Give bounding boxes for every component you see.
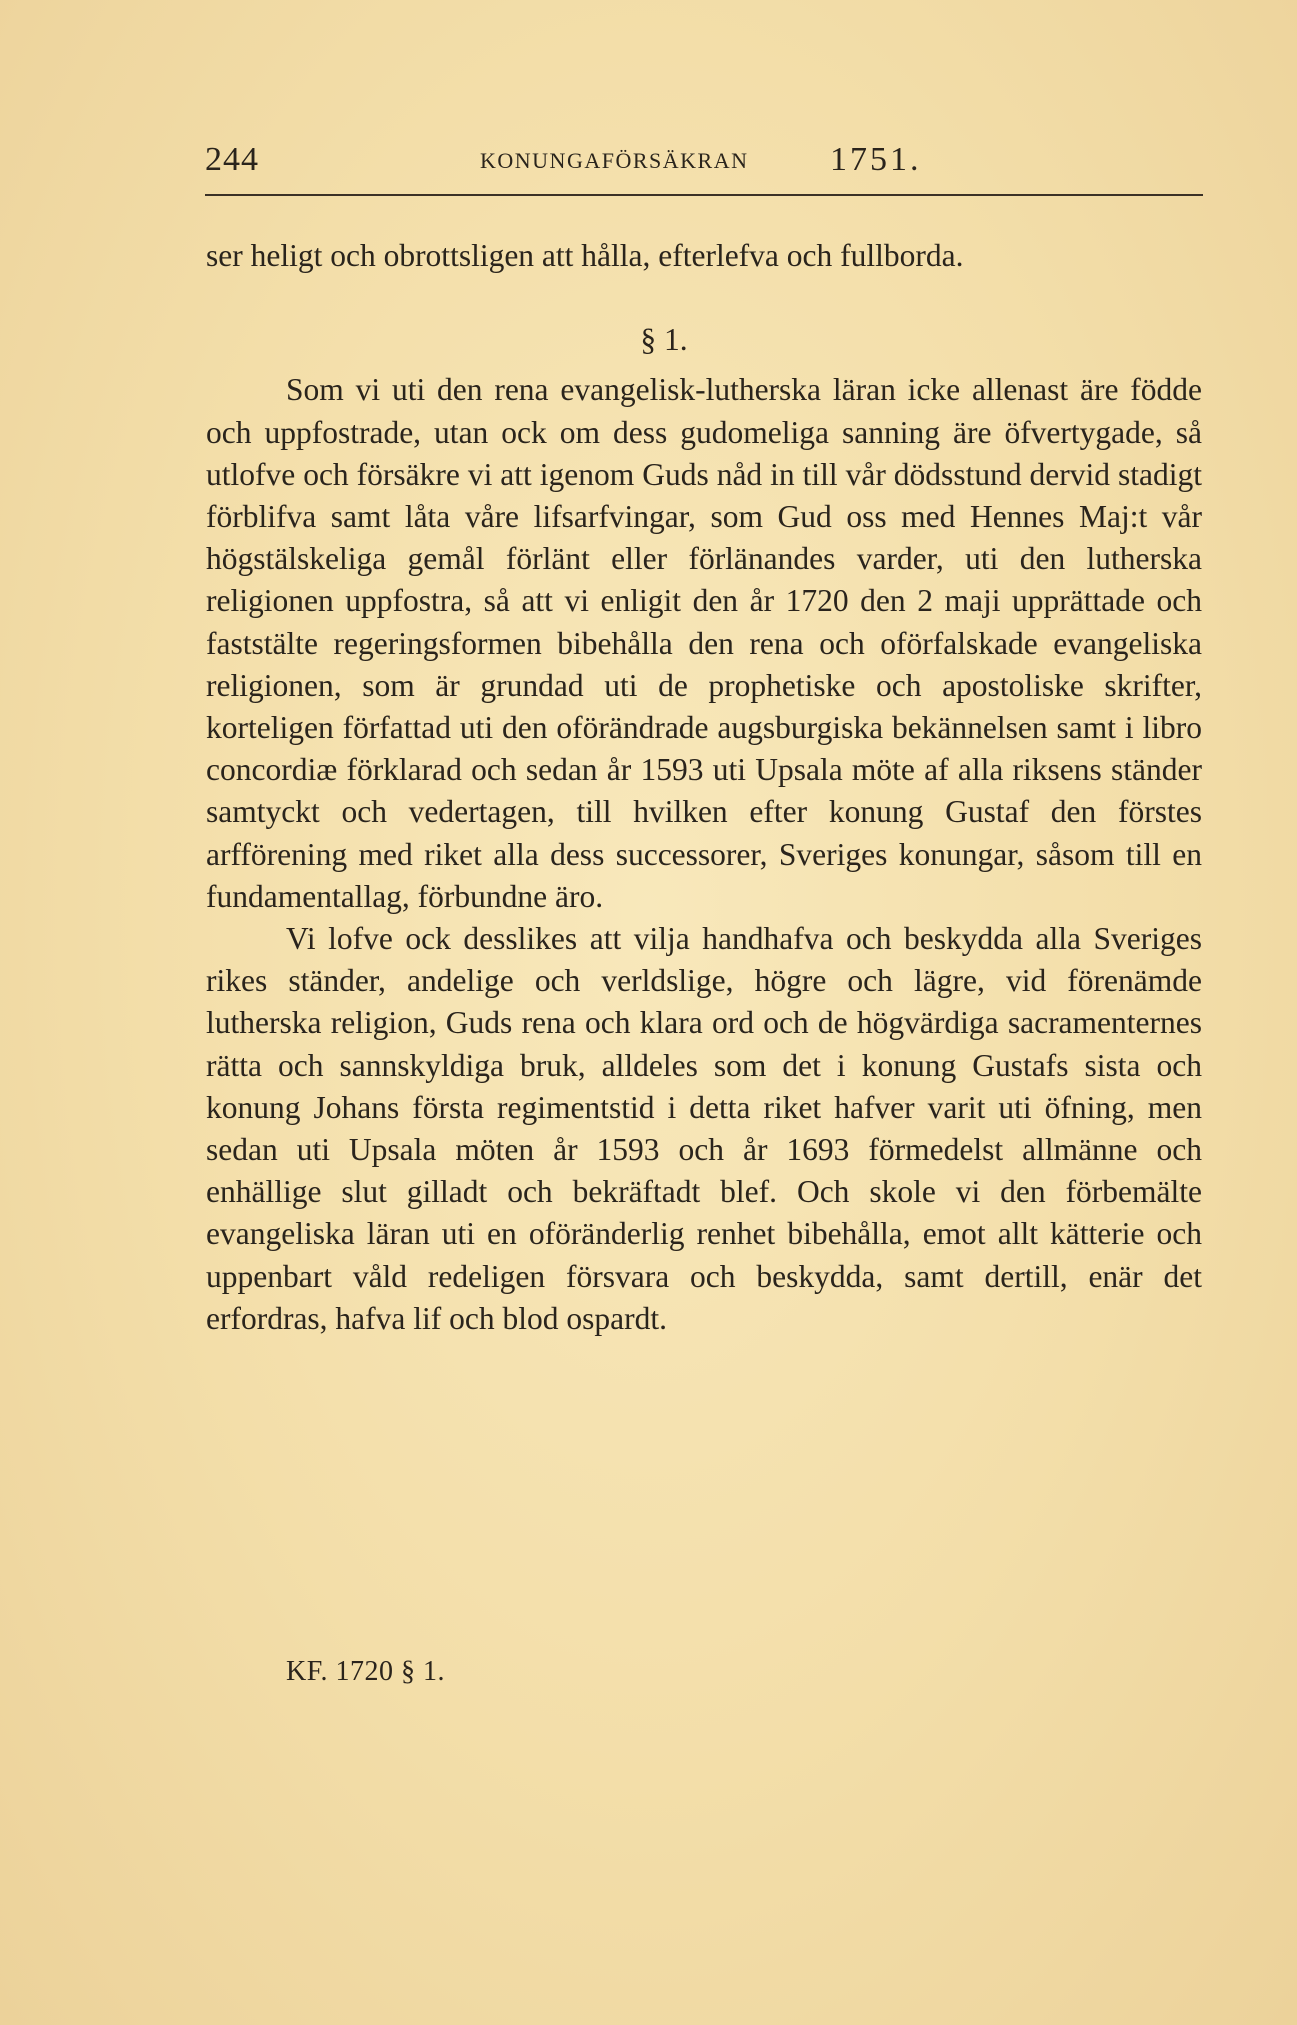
intro-paragraph: ser heligt och obrottsligen att hålla, efterlefva och fullborda. xyxy=(206,238,964,273)
section-heading: § 1. xyxy=(640,322,688,358)
paragraph-1: Som vi uti den rena evangelisk-lutherska läran icke allenast äre födde och uppfostrade, utan ock om dess gudomeliga sanning äre öfvertygade, så utlofve och försäkre vi att igenom Guds nåd in till vår dödsstund dervid stadigt förblifva samt låta våre lifsarfvingar, som Gud oss med Hennes Maj:t vår högstälskeliga gemål förlänt eller förlänandes varder, uti den lutherska religionen uppfostra, så att vi enligit den år 1720 den 2 maji upprättade och faststälte regeringsformen bibehålla den rena och oförfalskade evangeliska religionen, som är grundad uti de prophetiske och apostoliske skrifter, korteligen författad uti den oförändrade augsburgiska bekännelsen samt i libro concordiæ förklarad och sedan år 1593 uti Upsala möte af alla riksens ständer samtyckt och vedertagen, till hvilken efter konung Gustaf den förstes arfförening med riket alla dess successorer, Sveriges konungar, såsom till en fundamentallag, förbundne äro. xyxy=(206,372,1202,914)
paragraph-2: Vi lofve ock desslikes att vilja handhafva och beskydda alla Sveriges rikes ständer, andelige och verldslige, högre och lägre, vid förenämde lutherska religion, Guds rena och klara ord och de högvärdiga sacramenternes rätta och sannskyldiga bruk, alldeles som det i konung Gustafs sista och konung Johans första regimentstid i detta riket hafver varit uti öfning, men sedan uti Upsala möten år 1593 och år 1693 förmedelst allmänne och enhällige slut gilladt och bekräftadt blef. Och skole vi den förbemälte evangeliska läran uti en oföränderlig renhet bibehålla, emot allt kätterie och uppenbart våld redeligen försvara och beskydda, samt dertill, enär det erfordras, hafva lif och blod ospardt. xyxy=(206,921,1202,1336)
running-year: 1751. xyxy=(830,141,922,178)
body-text xyxy=(206,235,1202,1340)
running-title: KONUNGAFÖRSÄKRAN xyxy=(480,148,749,173)
page-number: 244 xyxy=(205,141,259,178)
header-rule xyxy=(205,194,1203,196)
reference-citation: KF. 1720 § 1. xyxy=(286,1656,446,1687)
page-header xyxy=(205,140,1203,180)
